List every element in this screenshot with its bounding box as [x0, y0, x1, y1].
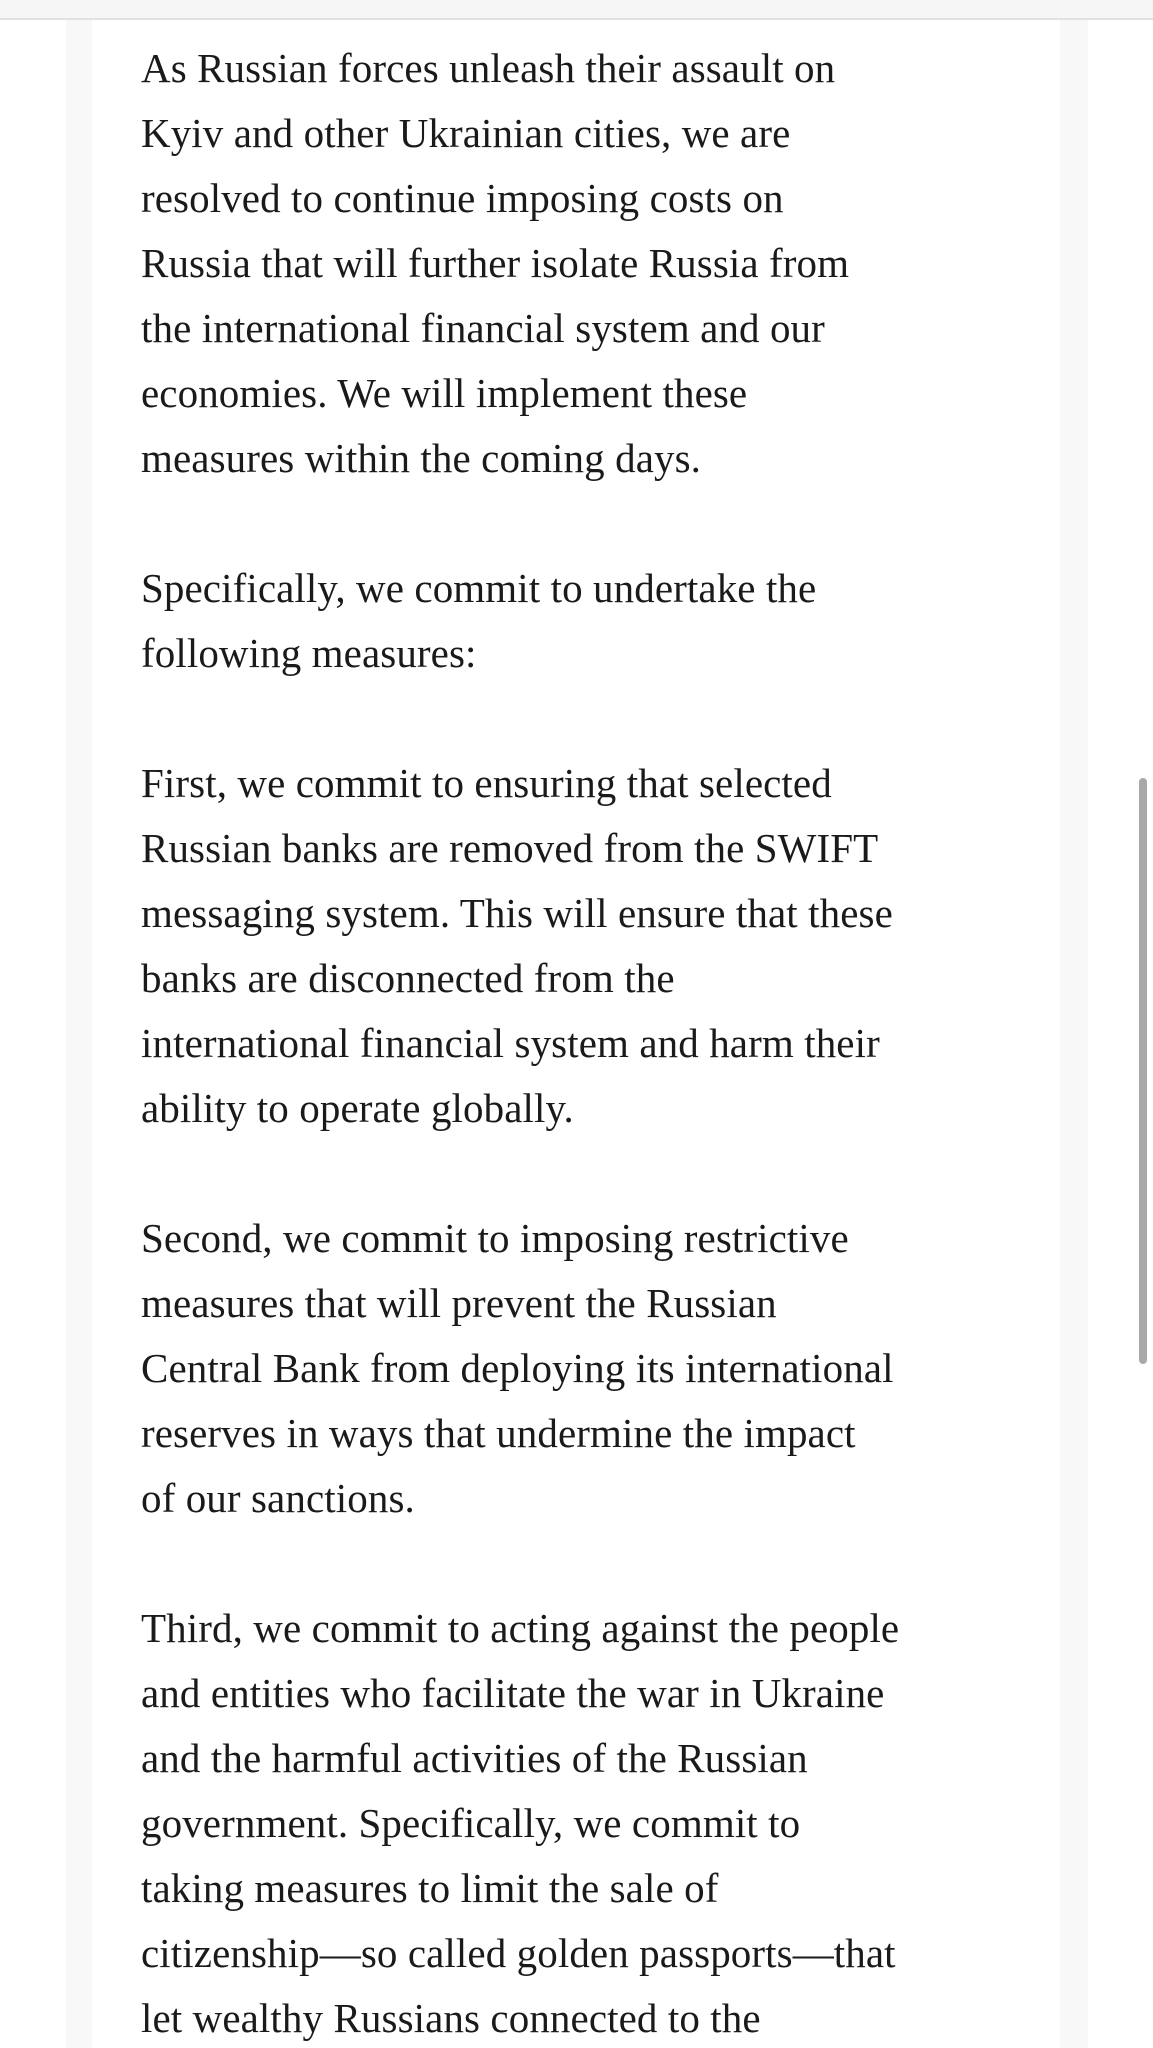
- paragraph-intro: [141, 36, 1021, 491]
- text-line: and the harmful activities of the Russian: [141, 1735, 808, 1781]
- text-line: Specifically, we commit to undertake the: [141, 565, 817, 611]
- text-line: Central Bank from deploying its international: [141, 1345, 894, 1391]
- right-margin-gutter: [1060, 20, 1088, 2048]
- text-line: As Russian forces unleash their assault on: [141, 45, 836, 91]
- text-line: following measures:: [141, 630, 477, 676]
- text-line: international financial system and harm their: [141, 1020, 880, 1066]
- text-line: let wealthy Russians connected to the: [141, 1995, 761, 2041]
- paragraph-third-measure: [141, 1596, 1021, 2048]
- text-line: Third, we commit to acting against the people: [141, 1605, 900, 1651]
- left-margin-gutter: [66, 20, 92, 2048]
- text-line: the international financial system and our: [141, 305, 825, 351]
- text-line: resolved to continue imposing costs on: [141, 175, 784, 221]
- article-body: [141, 36, 1021, 2048]
- text-line: government. Specifically, we commit to: [141, 1800, 801, 1846]
- text-line: Kyiv and other Ukrainian cities, we are: [141, 110, 791, 156]
- text-line: Russian banks are removed from the SWIFT: [141, 825, 879, 871]
- text-line: messaging system. This will ensure that these: [141, 890, 893, 936]
- paragraph-second-measure: [141, 1206, 1021, 1531]
- text-line: ability to operate globally.: [141, 1085, 574, 1131]
- paragraph-specifically: [141, 556, 1021, 686]
- paragraph-first-measure: [141, 751, 1021, 1141]
- text-line: measures that will prevent the Russian: [141, 1280, 777, 1326]
- text-line: citizenship—so called golden passports—that: [141, 1930, 896, 1976]
- text-line: banks are disconnected from the: [141, 955, 675, 1001]
- text-line: and entities who facilitate the war in Ukraine: [141, 1670, 885, 1716]
- text-line: measures within the coming days.: [141, 435, 702, 481]
- text-line: First, we commit to ensuring that selected: [141, 760, 832, 806]
- text-line: Second, we commit to imposing restrictive: [141, 1215, 849, 1261]
- text-line: taking measures to limit the sale of: [141, 1865, 719, 1911]
- text-line: of our sanctions.: [141, 1475, 415, 1521]
- scrollbar-thumb[interactable]: [1139, 778, 1147, 1364]
- top-toolbar-edge: [0, 0, 1153, 20]
- text-line: economies. We will implement these: [141, 370, 748, 416]
- text-line: reserves in ways that undermine the impact: [141, 1410, 856, 1456]
- text-line: Russia that will further isolate Russia from: [141, 240, 850, 286]
